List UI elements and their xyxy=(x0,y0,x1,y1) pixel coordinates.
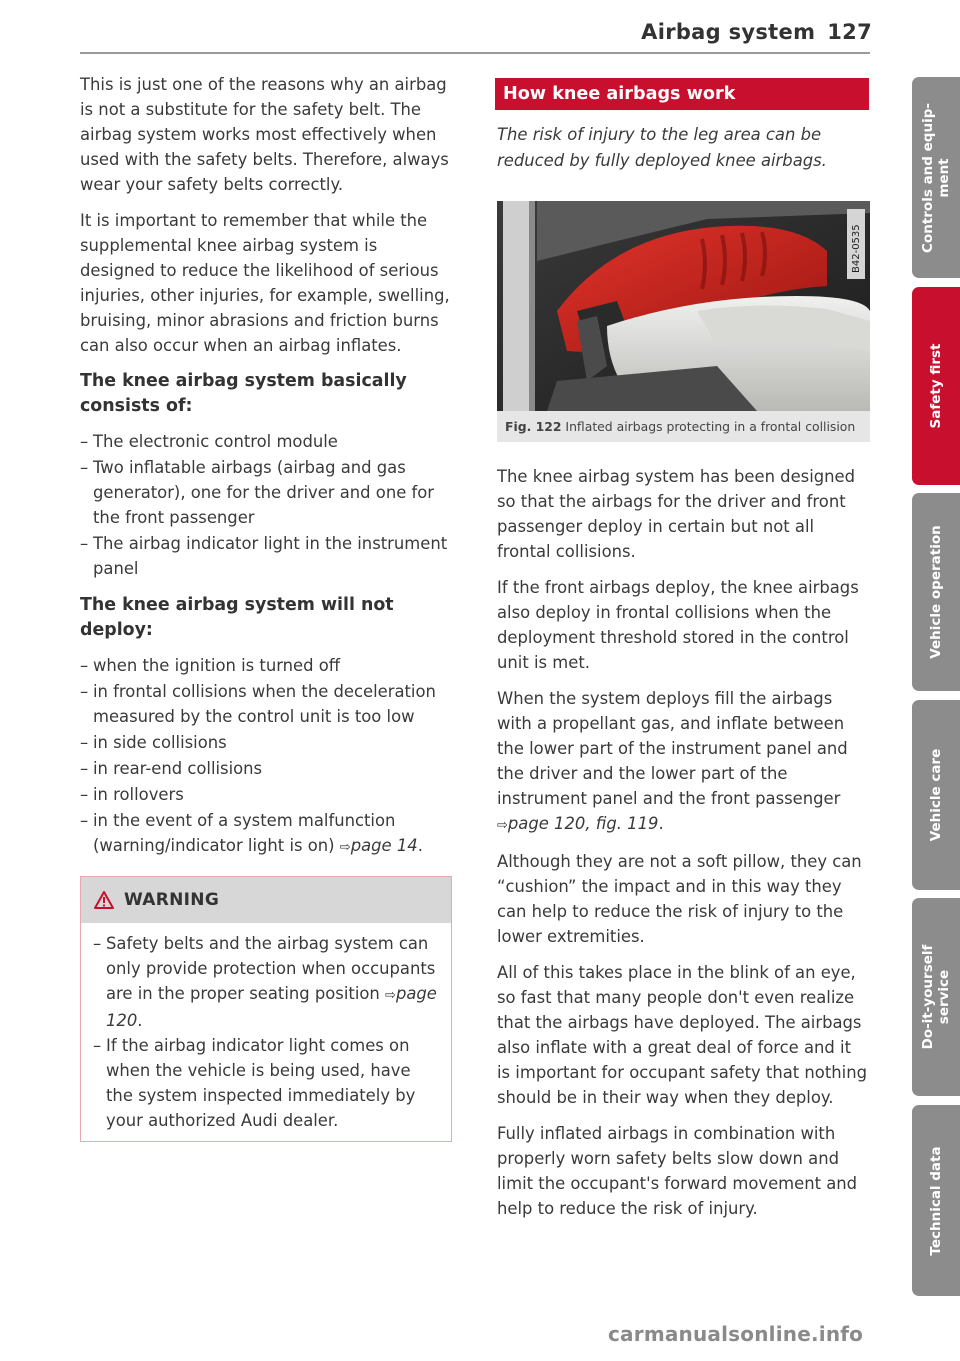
list-item: – in frontal collisions when the deceleration measured by the control unit is too low xyxy=(80,679,452,729)
subheading-consists-of: The knee airbag system basically consists of: xyxy=(80,371,407,416)
component-list xyxy=(80,429,452,581)
tab-label xyxy=(928,1146,944,1255)
section-title-banner: How knee airbags work xyxy=(495,78,869,110)
tab-label-line: ment xyxy=(936,157,952,198)
paragraph: All of this takes place in the blink of an eye, so fast that many people don't even realize that the airbags have deployed. The airbags also inflate with a great deal of force and it is important for occupant safety that nothing should be in their way when they deploy. xyxy=(497,963,867,1107)
tab-vehicle-operation[interactable] xyxy=(912,493,960,691)
page-reference-link[interactable] xyxy=(497,814,658,833)
tab-label xyxy=(928,749,944,842)
no-deploy-list xyxy=(80,653,452,860)
warning-box xyxy=(80,876,452,1142)
paragraph-text: When the system deploys fill the airbags with a propellant gas, and inflate between the lower part of the instrument panel and the driver and the lower part of the instrument panel and the front passenger xyxy=(497,689,848,808)
chapter-tabs xyxy=(912,0,960,1361)
tab-vehicle-care[interactable] xyxy=(912,700,960,890)
tab-label-line: Do-it-yourself xyxy=(920,944,936,1050)
tab-technical-data[interactable] xyxy=(912,1105,960,1296)
warning-title: WARNING xyxy=(124,889,220,910)
list-item: – The electronic control module xyxy=(80,429,452,454)
paragraph: The knee airbag system has been designed so that the airbags for the driver and front passenger deploy in certain but not all frontal collisions. xyxy=(497,467,856,561)
figure-caption xyxy=(497,411,870,442)
list-item: – in side collisions xyxy=(80,730,452,755)
tab-label-line: Safety first xyxy=(928,343,944,429)
tab-label xyxy=(928,525,944,658)
list-item: – when the ignition is turned off xyxy=(80,653,452,678)
list-item: – The airbag indicator light in the instrument panel xyxy=(80,531,452,581)
chapter-title: Airbag system xyxy=(641,20,816,44)
knee-airbag-photo xyxy=(497,201,870,411)
paragraph: Fully inflated airbags in combination with properly worn safety belts slow down and limit the occupant's forward movement and help to reduce the risk of injury. xyxy=(497,1124,858,1218)
running-header xyxy=(641,20,872,44)
paragraph: This is just one of the reasons why an airbag is not a substitute for the safety belt. The airbag system works most effectively when used with the safety belts. Therefore, always wear your safety belts correctly. xyxy=(80,75,449,194)
tab-label-line: service xyxy=(936,969,952,1025)
warning-body xyxy=(81,923,451,1141)
list-item: – in rollovers xyxy=(80,782,452,807)
tab-label xyxy=(920,103,952,253)
tab-label xyxy=(920,945,952,1050)
list-item: – in rear-end collisions xyxy=(80,756,452,781)
page-reference-text: page 120, fig. 119 xyxy=(507,814,659,833)
tab-label-line: Controls and equip- xyxy=(920,102,936,253)
figure-code: B42-0535 xyxy=(851,224,862,273)
figure-label: Fig. 122 xyxy=(505,419,562,434)
paragraph: When the system deploys fill the airbags with a propellant gas, and inflate between the lower part of the instrument panel and the driver and the lower part of the instrument panel and the front passenger ⇨page 120, fig. 119. xyxy=(497,689,848,833)
watermark: carmanualsonline.info xyxy=(608,1322,864,1346)
warning-header xyxy=(81,877,451,923)
paragraph: It is important to remember that while the supplemental knee airbag system is designed to reduce the likelihood of serious injuries, other injuries, for example, swelling, bruising, minor abrasions and friction burns can also occur when an airbag inflates. xyxy=(80,211,450,355)
figure xyxy=(497,201,870,442)
page-reference-text: page 120 xyxy=(106,984,437,1030)
warning-item-text: Safety belts and the airbag system can only provide protection when occupants are in the proper seating position xyxy=(106,934,436,1003)
warning-item: – Safety belts and the airbag system can only provide protection when occupants are in the proper seating position ⇨page 120. xyxy=(93,931,439,1033)
paragraph: If the front airbags deploy, the knee airbags also deploy in frontal collisions when the deployment threshold stored in the control unit is met. xyxy=(497,578,859,672)
warning-list xyxy=(93,931,439,1133)
paragraph: Although they are not a soft pillow, they can “cushion” the impact and in this way they can help to reduce the risk of injury to the lower extremities. xyxy=(497,852,862,946)
page-reference-link[interactable] xyxy=(340,836,418,855)
list-item-text: in the event of a system malfunction (warning/indicator light is on) xyxy=(93,811,396,855)
tab-label xyxy=(928,344,944,429)
warning-triangle-icon xyxy=(94,891,114,909)
right-column xyxy=(497,78,869,1232)
tab-label-line: Technical data xyxy=(928,1145,944,1256)
arrow-right-icon: ⇨ xyxy=(497,818,508,833)
arrow-right-icon: ⇨ xyxy=(385,988,396,1003)
tab-label-line: Vehicle operation xyxy=(928,525,944,659)
tab-safety-first[interactable] xyxy=(912,287,960,485)
figure-caption-text: Inflated airbags protecting in a frontal collision xyxy=(565,419,856,434)
tab-controls-and-equipment[interactable] xyxy=(912,77,960,278)
list-item: – Two inflatable airbags (airbag and gas generator), one for the driver and one for the front passenger xyxy=(80,455,452,530)
tab-label-line: Vehicle care xyxy=(928,748,944,842)
list-item: – in the event of a system malfunction (warning/indicator light is on) ⇨page 14. xyxy=(80,808,452,860)
page-number: 127 xyxy=(827,20,872,44)
section-intro: The risk of injury to the leg area can be reduced by fully deployed knee airbags. xyxy=(497,125,827,170)
warning-item: – If the airbag indicator light comes on when the vehicle is being used, have the system inspected immediately by your authorized Audi dealer. xyxy=(93,1033,439,1133)
arrow-right-icon: ⇨ xyxy=(339,840,351,855)
tab-do-it-yourself-service[interactable] xyxy=(912,898,960,1096)
subheading-will-not-deploy: The knee airbag system will not deploy: xyxy=(80,595,394,640)
left-column xyxy=(80,72,452,1142)
header-rule xyxy=(80,52,870,54)
page-reference-text: page 14 xyxy=(350,836,418,855)
